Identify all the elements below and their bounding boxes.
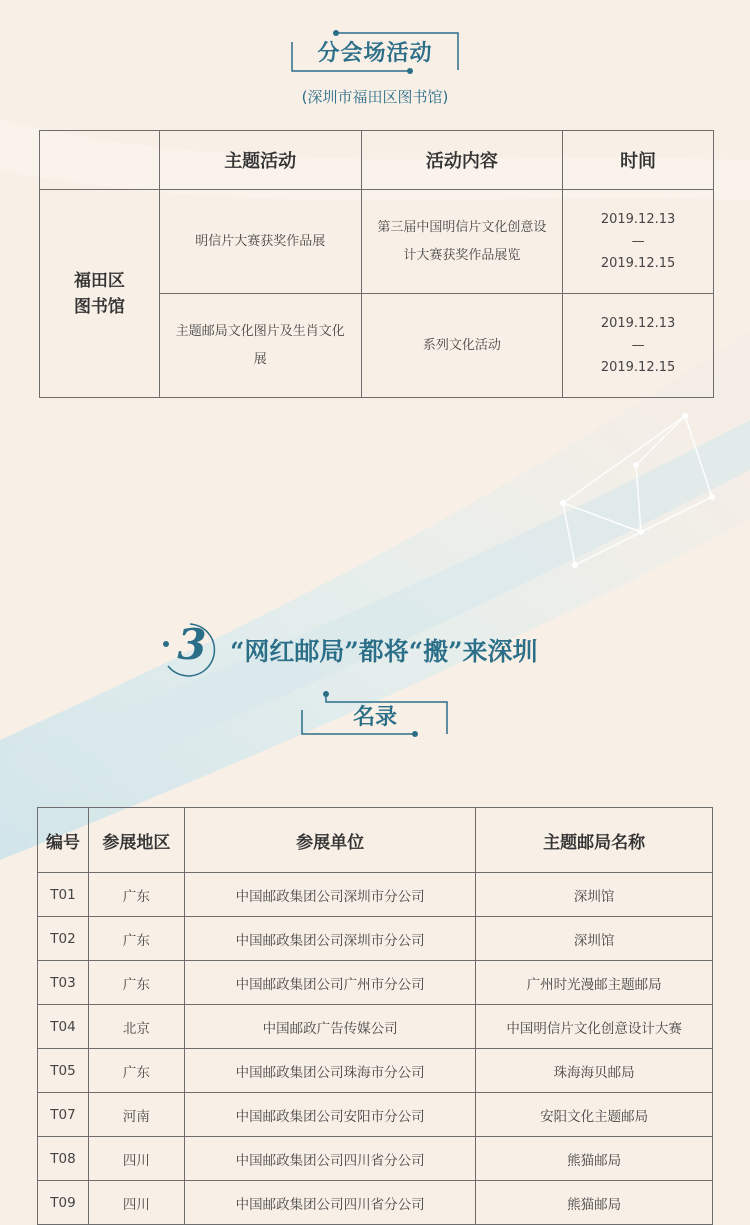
- table-row: [38, 1049, 713, 1093]
- header-time: 时间: [563, 131, 714, 190]
- table-row: [38, 1181, 713, 1225]
- row-post-office: 熊猫邮局: [476, 1181, 713, 1225]
- table-row: [38, 961, 713, 1005]
- time-separator: —: [631, 233, 645, 249]
- content-text: 系列文化活动: [422, 337, 501, 353]
- row-number: T09: [38, 1181, 89, 1225]
- row-post-office: 珠海海贝邮局: [476, 1049, 713, 1093]
- time-end: 2019.12.15: [600, 255, 676, 271]
- theme-text: 主题邮局文化图片及生肖文化展: [175, 323, 345, 367]
- row-unit: 中国邮政集团公司深圳市分公司: [184, 873, 476, 917]
- header-region: 参展地区: [88, 808, 184, 873]
- row-region: 河南: [88, 1093, 184, 1137]
- row-unit: 中国邮政集团公司四川省分公司: [184, 1137, 476, 1181]
- row-post-office: 深圳馆: [476, 873, 713, 917]
- row-number: T08: [38, 1137, 89, 1181]
- empty-header-cell: [40, 131, 160, 190]
- row-post-office: 中国明信片文化创意设计大赛: [476, 1005, 713, 1049]
- time-start: 2019.12.13: [600, 315, 676, 331]
- time-separator: —: [631, 337, 645, 353]
- header-content: 活动内容: [361, 131, 563, 190]
- list-title-frame: [300, 690, 450, 740]
- roster-header-row: [38, 808, 713, 873]
- row-number: T01: [38, 873, 89, 917]
- roster-table: [37, 807, 713, 1225]
- venue-section-title: 分会场活动: [317, 41, 433, 66]
- row-unit: 中国邮政集团公司深圳市分公司: [184, 917, 476, 961]
- row-unit: 中国邮政集团公司安阳市分公司: [184, 1093, 476, 1137]
- row-region: 广东: [88, 961, 184, 1005]
- section-3-heading: [160, 618, 620, 680]
- time-cell: [563, 294, 714, 398]
- table-row: [38, 1093, 713, 1137]
- venue-section-title-frame: [290, 30, 460, 74]
- time-cell: [563, 190, 714, 294]
- row-post-office: 安阳文化主题邮局: [476, 1093, 713, 1137]
- row-number: T05: [38, 1049, 89, 1093]
- row-region: 广东: [88, 917, 184, 961]
- row-unit: 中国邮政集团公司四川省分公司: [184, 1181, 476, 1225]
- time-start: 2019.12.13: [600, 211, 676, 227]
- row-region: 四川: [88, 1181, 184, 1225]
- row-region: 广东: [88, 1049, 184, 1093]
- time-end: 2019.12.15: [600, 359, 676, 375]
- section-heading-text: “网红邮局”都将“搬”来深圳: [230, 637, 538, 666]
- row-unit: 中国邮政集团公司珠海市分公司: [184, 1049, 476, 1093]
- row-post-office: 深圳馆: [476, 917, 713, 961]
- theme-cell: [159, 190, 361, 294]
- section-number: 3: [177, 620, 207, 669]
- header-post-office: 主题邮局名称: [476, 808, 713, 873]
- row-post-office: 熊猫邮局: [476, 1137, 713, 1181]
- theme-text: 明信片大赛获奖作品展: [195, 233, 326, 249]
- venue-name-cell: [40, 190, 160, 398]
- row-unit: 中国邮政集团公司广州市分公司: [184, 961, 476, 1005]
- row-region: 广东: [88, 873, 184, 917]
- table-row: [38, 1005, 713, 1049]
- list-title: 名录: [352, 705, 397, 730]
- row-number: T03: [38, 961, 89, 1005]
- header-unit: 参展单位: [184, 808, 476, 873]
- row-number: T04: [38, 1005, 89, 1049]
- row-post-office: 广州时光漫邮主题邮局: [476, 961, 713, 1005]
- content-text: 第三届中国明信片文化创意设计大赛获奖作品展览: [377, 219, 547, 263]
- activity-table-header-row: [40, 131, 714, 190]
- activity-table: [39, 130, 714, 398]
- row-number: T02: [38, 917, 89, 961]
- content-cell: [361, 190, 563, 294]
- table-row: [40, 190, 714, 294]
- content-cell: [361, 294, 563, 398]
- row-unit: 中国邮政广告传媒公司: [184, 1005, 476, 1049]
- venue-name: 福田区图书馆: [73, 270, 125, 317]
- table-row: [38, 873, 713, 917]
- header-theme: 主题活动: [159, 131, 361, 190]
- header-number: 编号: [38, 808, 89, 873]
- venue-section-subtitle: (深圳市福田区图书馆): [301, 88, 449, 106]
- theme-cell: [159, 294, 361, 398]
- row-region: 北京: [88, 1005, 184, 1049]
- row-region: 四川: [88, 1137, 184, 1181]
- row-number: T07: [38, 1093, 89, 1137]
- table-row: [38, 917, 713, 961]
- table-row: [38, 1137, 713, 1181]
